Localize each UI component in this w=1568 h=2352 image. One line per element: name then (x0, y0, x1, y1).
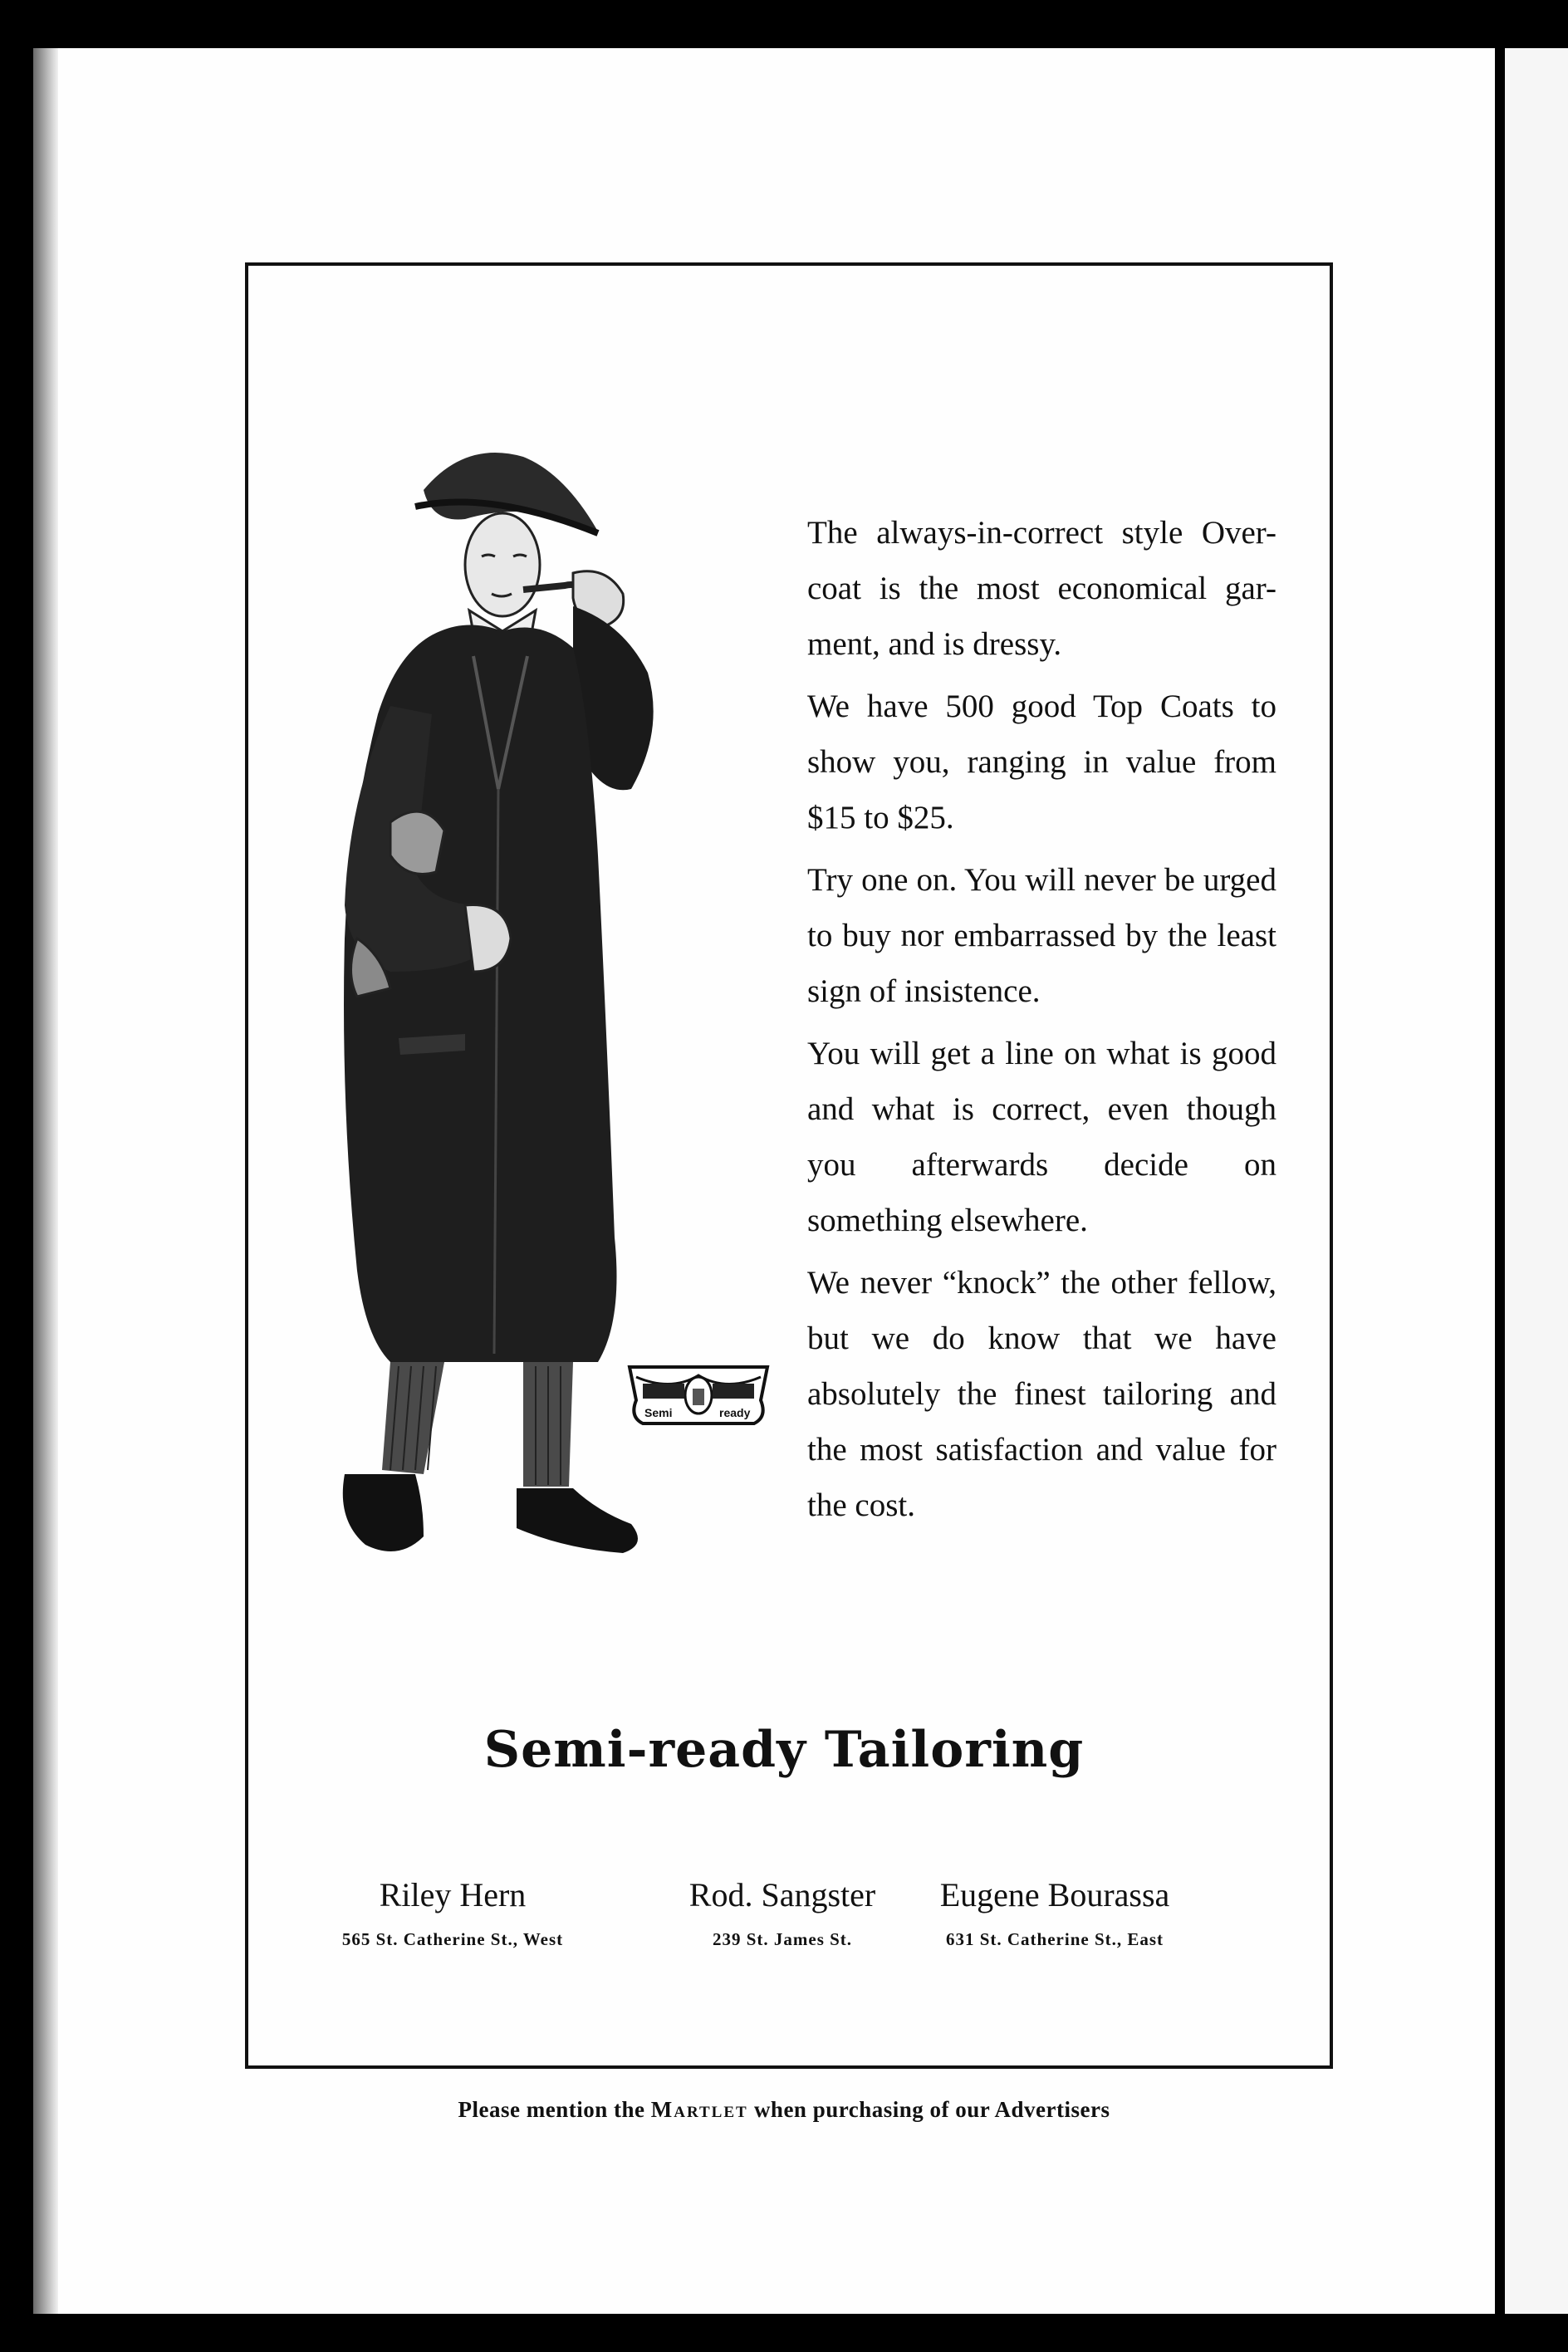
dealer-address: 565 St. Catherine St., West (341, 1929, 564, 1949)
dealer-name: Rod. Sangster (688, 1876, 876, 1913)
facing-page-edge (1505, 48, 1568, 2314)
dealer-name: Eugene Bourassa (939, 1876, 1170, 1913)
advertisement-copy (807, 505, 1276, 1540)
ad-paragraph-1: The always-in-correct style Over-coat is the most economical gar-ment, and is dressy. (807, 515, 1276, 662)
dealer-address: 239 St. James St. (712, 1929, 853, 1949)
brand-title: Semi-ready Tailoring (483, 1721, 1085, 1779)
ad-paragraph-3: Try one on. You will never be urged to buy nor embarrassed by the least sign of insistence. (807, 862, 1276, 1009)
logo-text-right: ready (719, 1406, 751, 1419)
dealer-rod-sangster (658, 1875, 907, 1950)
ad-paragraph-2: We have 500 good Top Coats to show you, ranging in value from $15 to $25. (807, 688, 1276, 835)
ad-paragraph-4: You will get a line on what is good and what is correct, even though you afterwards decide on something elsewhere. (807, 1036, 1276, 1238)
dealer-name: Riley Hern (379, 1876, 527, 1913)
footer-text-before: Please mention the (458, 2097, 651, 2122)
page-gutter-shadow (33, 48, 58, 2314)
dealer-riley-hern (328, 1875, 577, 1950)
publication-name: Martlet (650, 2097, 748, 2122)
footer-note (0, 2097, 1568, 2123)
semi-ready-logo (621, 1359, 776, 1433)
footer-text-after: when purchasing of our Advertisers (747, 2097, 1110, 2122)
dealer-eugene-bourassa (914, 1875, 1196, 1950)
dealer-address: 631 St. Catherine St., East (945, 1929, 1164, 1949)
ad-paragraph-5: We never “knock” the other fellow, but we do know that we have absolutely the finest tailoring and the most satisfaction and value for the cost. (807, 1265, 1276, 1523)
logo-text-left: Semi (644, 1406, 673, 1419)
